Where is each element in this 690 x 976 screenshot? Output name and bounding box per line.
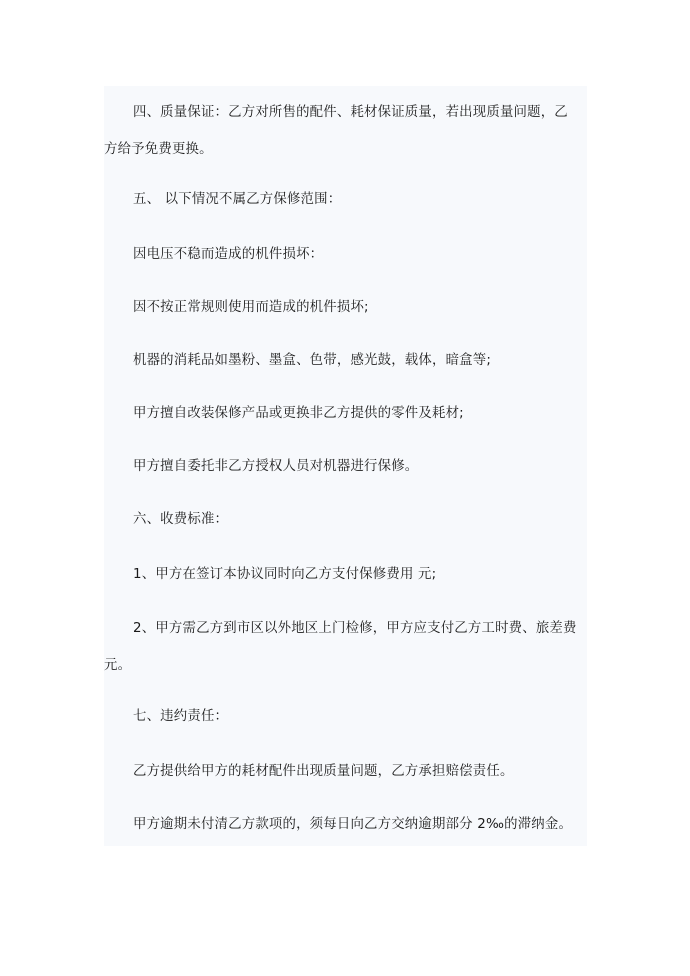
exclusion-consumables: 机器的消耗品如墨粉、墨盒、色带，感光鼓，载体，暗盒等; <box>133 353 492 368</box>
fee-item-1: 1、甲方在签订本协议同时向乙方支付保修费用 元; <box>133 567 437 582</box>
heading-fees: 六、收费标准： <box>133 512 229 527</box>
exclusion-voltage: 因电压不稳而造成的机件损坏： <box>133 247 324 262</box>
heading-exclusions: 五、 以下情况不属乙方保修范围： <box>133 192 342 207</box>
exclusion-unauthorized-repair: 甲方擅自委托非乙方授权人员对机器进行保修。 <box>133 459 419 474</box>
exclusion-modification: 甲方擅自改装保修产品或更换非乙方提供的零件及耗材; <box>133 406 464 421</box>
fee-item-2-line1: 2、甲方需乙方到市区以外地区上门检修，甲方应支付乙方工时费、旅差费 <box>133 621 577 636</box>
liability-item-2: 甲方逾期未付清乙方款项的，须每日向乙方交纳逾期部分 2‰的滞纳金。 <box>133 817 573 832</box>
paragraph-quality-guarantee-line1: 四、质量保证：乙方对所售的配件、耗材保证质量，若出现质量问题，乙 <box>133 105 568 120</box>
heading-liability: 七、违约责任： <box>133 709 229 724</box>
exclusion-improper-use: 因不按正常规则使用而造成的机件损坏; <box>133 300 369 315</box>
liability-item-1: 乙方提供给甲方的耗材配件出现质量问题，乙方承担赔偿责任。 <box>133 764 514 779</box>
paragraph-quality-guarantee-line2: 方给予免费更换。 <box>104 142 213 157</box>
fee-item-2-line2: 元。 <box>104 658 132 673</box>
